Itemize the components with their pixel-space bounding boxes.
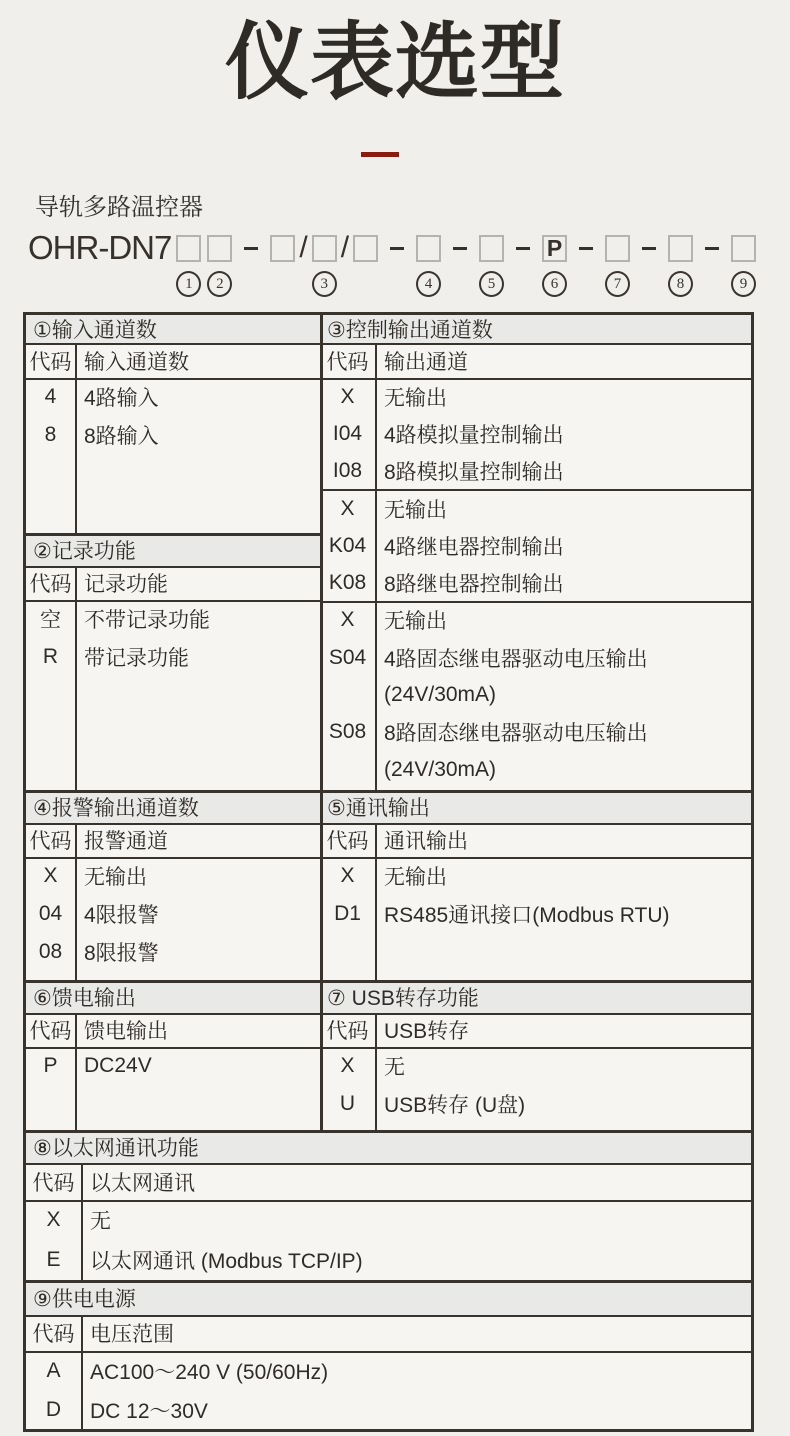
model-box-unit-10 <box>665 231 696 297</box>
row-code: E <box>46 1248 61 1271</box>
column-header-code: 代码 <box>29 1020 72 1043</box>
row-code: 8 <box>44 423 57 446</box>
column-header-code: 代码 <box>29 830 72 853</box>
model-dash <box>642 247 656 250</box>
row-value: 无输出 <box>84 866 147 889</box>
section-5-columns <box>320 823 751 857</box>
section-1-header: ①输入通道数 <box>26 315 320 343</box>
row-code: P <box>43 1054 58 1077</box>
row-value: RS485通讯接口(Modbus RTU) <box>384 904 670 927</box>
model-dash-unit <box>235 231 267 297</box>
row-code: K04 <box>328 533 367 557</box>
section-8-columns <box>26 1163 751 1200</box>
table-row <box>26 1390 751 1429</box>
model-dash-unit <box>507 231 539 297</box>
divider <box>75 343 77 533</box>
divider <box>26 857 751 859</box>
column-header-code: 代码 <box>326 830 369 853</box>
table-row <box>320 751 751 788</box>
position-circle-9: 9 <box>731 271 756 297</box>
model-box-2 <box>207 235 232 262</box>
divider <box>320 315 323 1130</box>
row-code: S08 <box>328 720 367 744</box>
position-circle-8: 8 <box>668 271 693 297</box>
row-value: (24V/30mA) <box>384 683 497 707</box>
row-value: 无输出 <box>384 498 447 522</box>
model-code-line <box>28 231 759 297</box>
row-code: A <box>46 1358 61 1382</box>
divider <box>26 600 320 602</box>
divider <box>26 1315 751 1317</box>
divider <box>26 1200 751 1202</box>
model-box-unit-4 <box>309 231 340 297</box>
model-box-unit-11 <box>728 231 759 297</box>
section-1-columns <box>26 343 320 378</box>
model-prefix-unit <box>28 231 173 297</box>
row-value: 无输出 <box>384 866 447 889</box>
divider <box>26 1047 751 1049</box>
row-value: USB转存 (U盘) <box>384 1094 526 1117</box>
row-code: X <box>340 608 355 632</box>
row-code <box>320 751 375 788</box>
row-value: 8路继电器控制输出 <box>384 573 564 597</box>
section-1-rows <box>26 378 320 454</box>
section-9-header: ⑨供电电源 <box>26 1280 751 1315</box>
section-6-columns <box>26 1013 320 1047</box>
table-row <box>26 933 320 971</box>
table-row <box>320 527 751 564</box>
divider <box>26 980 751 983</box>
position-circle-6: 6 <box>542 271 567 297</box>
divider <box>75 1013 77 1130</box>
column-header-label: 通讯输出 <box>384 830 468 853</box>
row-value: 4路模拟量控制输出 <box>384 423 564 447</box>
column-header-label: 馈电输出 <box>84 1020 168 1043</box>
table-row <box>320 857 751 895</box>
section-2-rows <box>26 600 320 676</box>
row-value: 8限报警 <box>84 942 159 965</box>
section-7-columns <box>320 1013 751 1047</box>
position-circle-4: 4 <box>416 271 441 297</box>
row-code: 空 <box>40 609 61 632</box>
divider <box>26 343 751 345</box>
table-row <box>320 564 751 601</box>
row-code: X <box>340 496 355 520</box>
row-code: 04 <box>38 902 63 925</box>
table-row <box>26 1200 751 1240</box>
row-value: 4路固态继电器驱动电压输出 <box>384 647 648 671</box>
row-code: 08 <box>38 940 63 963</box>
table-row <box>320 453 751 490</box>
divider <box>75 823 77 980</box>
column-header-label: 记录功能 <box>84 573 168 596</box>
row-code <box>320 676 375 713</box>
model-box-unit-8 <box>539 231 570 297</box>
row-code: I04 <box>332 421 363 445</box>
section-3-header: ③控制输出通道数 <box>320 315 751 343</box>
divider <box>320 489 751 491</box>
divider <box>26 790 751 793</box>
model-box-unit-3 <box>267 231 298 297</box>
section-6-rows <box>26 1047 320 1085</box>
table-row <box>26 638 320 676</box>
divider <box>26 1351 751 1353</box>
model-box-4 <box>312 235 337 262</box>
position-circle-7: 7 <box>605 271 630 297</box>
product-name: 导轨多路温控器 <box>35 194 203 221</box>
table-row <box>26 600 320 638</box>
section-2-header: ②记录功能 <box>26 533 320 566</box>
model-dash-unit <box>381 231 413 297</box>
model-dash <box>453 247 467 250</box>
section-7-header: ⑦ USB转存功能 <box>320 980 751 1013</box>
title-underline <box>361 152 399 157</box>
row-code: D <box>45 1397 62 1421</box>
table-row <box>26 1351 751 1390</box>
model-box-unit-7 <box>476 231 507 297</box>
row-value: 带记录功能 <box>84 647 189 670</box>
section-9-columns <box>26 1315 751 1351</box>
row-value: 无输出 <box>384 386 447 410</box>
row-code: U <box>339 1092 356 1115</box>
section-5-rows <box>320 857 751 933</box>
column-header-label: USB转存 <box>384 1020 470 1043</box>
model-slash-unit <box>340 231 350 297</box>
model-box-11 <box>731 235 756 262</box>
table-row <box>320 415 751 452</box>
divider <box>26 378 751 380</box>
row-value: 不带记录功能 <box>84 609 210 632</box>
row-value: (24V/30mA) <box>384 757 497 781</box>
model-dash <box>390 247 404 250</box>
row-code: K08 <box>328 571 367 595</box>
model-box-10 <box>668 235 693 262</box>
divider <box>26 1013 751 1015</box>
row-value: DC24V <box>84 1054 152 1077</box>
model-box-unit-2 <box>204 231 235 297</box>
section-7-rows <box>320 1047 751 1123</box>
row-value: 8路输入 <box>84 425 159 448</box>
row-code: X <box>46 1208 61 1231</box>
table-row <box>320 676 751 713</box>
row-value: 4路继电器控制输出 <box>384 535 564 559</box>
page-title: 仪表选型 <box>224 15 565 109</box>
row-code: I08 <box>332 459 363 483</box>
column-header-label: 输出通道 <box>384 350 468 374</box>
row-code: S04 <box>328 645 367 669</box>
table-row <box>320 1047 751 1085</box>
divider <box>375 823 377 980</box>
divider <box>375 343 377 790</box>
row-value: 无 <box>90 1210 111 1233</box>
row-value: DC 12～30V <box>90 1399 208 1423</box>
position-circle-2: 2 <box>207 271 232 297</box>
model-box-6 <box>416 235 441 262</box>
model-box-8: P <box>542 235 567 262</box>
column-header-code: 代码 <box>29 350 72 374</box>
row-code: 4 <box>44 385 57 408</box>
divider <box>375 1013 377 1130</box>
row-code: X <box>340 864 355 887</box>
model-box-5 <box>353 235 378 262</box>
model-slash-unit <box>298 231 308 297</box>
table-row <box>26 1240 751 1280</box>
table-row <box>320 895 751 933</box>
row-code: X <box>340 1054 355 1077</box>
model-dash <box>244 247 258 250</box>
model-slash: / <box>340 231 350 264</box>
model-box-9 <box>605 235 630 262</box>
divider <box>81 1315 83 1429</box>
row-value: 无 <box>384 1056 405 1079</box>
table-row <box>320 490 751 527</box>
divider <box>26 1130 751 1133</box>
row-value: 4限报警 <box>84 904 159 927</box>
model-box-unit-6 <box>413 231 444 297</box>
section-9-rows <box>26 1351 751 1429</box>
model-dash <box>705 247 719 250</box>
section-4-header: ④报警输出通道数 <box>26 790 320 823</box>
section-8-rows <box>26 1200 751 1280</box>
row-value: 无输出 <box>384 610 447 634</box>
section-4-columns <box>26 823 320 857</box>
model-box-unit-1 <box>173 231 204 297</box>
model-dash <box>579 247 593 250</box>
divider <box>320 601 751 603</box>
column-header-code: 代码 <box>32 1171 75 1195</box>
column-header-label: 输入通道数 <box>84 350 189 374</box>
model-dash-unit <box>570 231 602 297</box>
model-slash: / <box>299 231 308 264</box>
section-3-columns <box>320 343 751 378</box>
model-prefix: OHR-DN7 <box>28 229 172 266</box>
table-row <box>320 639 751 676</box>
divider <box>26 566 320 568</box>
column-header-code: 代码 <box>326 1020 369 1043</box>
model-dash-unit <box>444 231 476 297</box>
table-row <box>320 1085 751 1123</box>
position-circle-3: 3 <box>312 271 337 297</box>
position-circle-5: 5 <box>479 271 504 297</box>
selection-table <box>23 312 754 1432</box>
table-row <box>26 378 320 416</box>
row-value: AC100～240 V (50/60Hz) <box>90 1360 329 1384</box>
model-box-7 <box>479 235 504 262</box>
section-2-columns <box>26 566 320 600</box>
section-8-header: ⑧以太网通讯功能 <box>26 1130 751 1163</box>
table-row <box>320 602 751 639</box>
table-row <box>26 895 320 933</box>
divider <box>26 1163 751 1165</box>
table-row <box>26 857 320 895</box>
section-3-rows <box>320 378 751 788</box>
column-header-code: 代码 <box>32 1323 75 1346</box>
column-header-label: 电压范围 <box>90 1323 174 1346</box>
divider <box>26 823 751 825</box>
table-row <box>320 714 751 751</box>
model-dash-unit <box>633 231 665 297</box>
model-box-unit-9 <box>602 231 633 297</box>
row-value: 4路输入 <box>84 387 159 410</box>
row-code: X <box>340 384 355 408</box>
model-box-3 <box>270 235 295 262</box>
model-dash <box>516 247 530 250</box>
row-code: X <box>43 864 58 887</box>
divider <box>75 566 77 790</box>
row-value: 8路模拟量控制输出 <box>384 461 564 485</box>
section-4-rows <box>26 857 320 971</box>
column-header-code: 代码 <box>29 573 72 596</box>
model-box-1 <box>176 235 201 262</box>
column-header-label: 以太网通讯 <box>90 1171 195 1195</box>
model-dash-unit <box>696 231 728 297</box>
row-code: D1 <box>334 902 361 925</box>
table-row <box>26 1047 320 1085</box>
column-header-label: 报警通道 <box>84 830 168 853</box>
divider <box>26 533 320 536</box>
divider <box>26 1280 751 1283</box>
row-value: 8路固态继电器驱动电压输出 <box>384 722 648 746</box>
table-row <box>320 378 751 415</box>
section-6-header: ⑥馈电输出 <box>26 980 320 1013</box>
position-circle-1: 1 <box>176 271 201 297</box>
table-row <box>26 416 320 454</box>
column-header-code: 代码 <box>326 350 369 374</box>
section-5-header: ⑤通讯输出 <box>320 790 751 823</box>
model-box-unit-5 <box>350 231 381 297</box>
row-code: R <box>42 645 59 668</box>
row-value: 以太网通讯 (Modbus TCP/IP) <box>90 1250 363 1273</box>
divider <box>81 1163 83 1280</box>
